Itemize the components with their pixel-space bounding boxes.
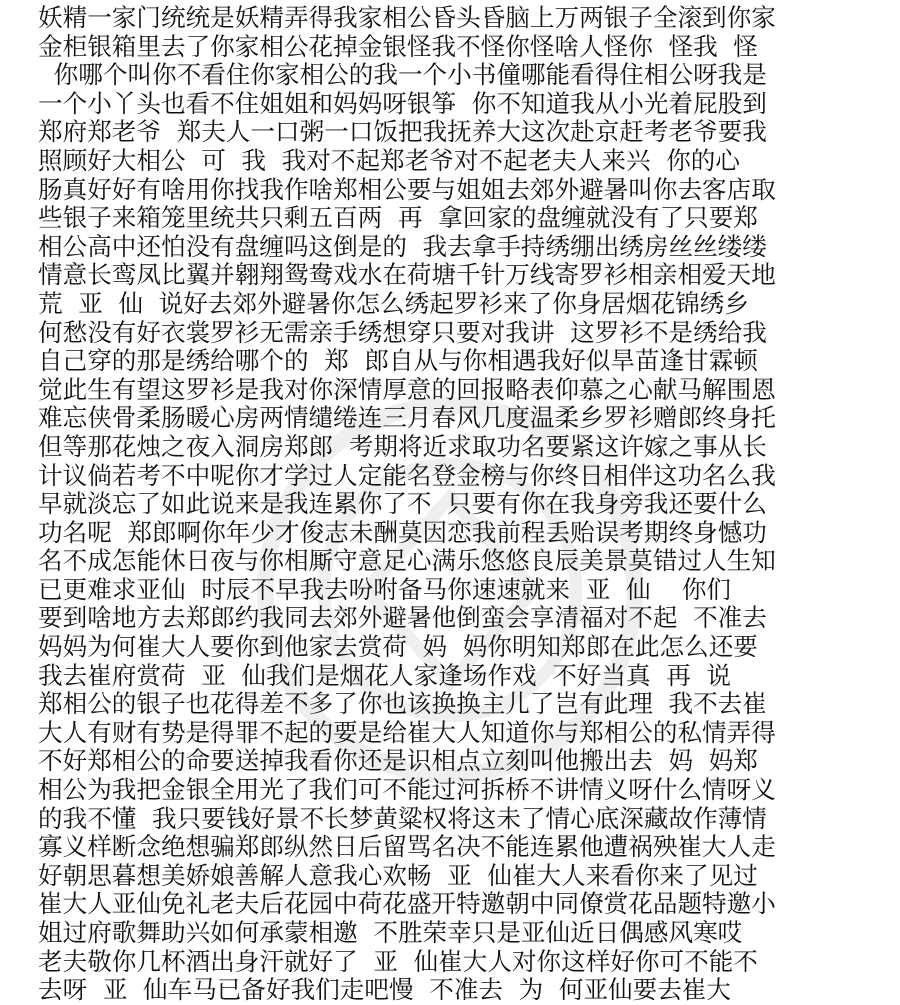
text-line: 姐过府歌舞助兴如何承蒙相邀 不胜荣幸只是亚仙近日偶感风寒哎 [38,918,743,947]
text-line: 照顾好大相公 可 我 我对不起郑老爷对不起老夫人来兴 你的心 [38,145,740,175]
text-line: 情意长鸾凤比翼并翱翔鸳鸯戏水在荷塘千针万线寄罗衫相亲相爱天地 [38,260,776,290]
text-line: 一个小丫头也看不住姐姐和妈妈呀银筝 你不知道我从小光着屁股到 [38,88,767,118]
text-line: 妖精一家门统统是妖精弄得我家相公昏头昏脑上万两银子全滚到你家 [38,3,776,32]
text-line: 寡义样断念绝想骗郑郎纵然日后留骂名决不能连累他遭祸殃崔大人走 [38,832,776,862]
text-line: 难忘侠骨柔肠暖心房两情缱绻连三月春风几度温柔乡罗衫赠郎终身托 [38,403,776,433]
text-line: 郑府郑老爷 郑夫人一口粥一口饭把我抚养大这次赴京赶考老爷要我 [38,117,767,147]
text-line: 大人有财有势是得罪不起的要是给崔大人知道你与郑相公的私情弄得 [38,717,776,747]
text-line: 觉此生有望这罗衫是我对你深情厚意的回报略表仰慕之心献马解围恩 [38,374,776,404]
text-line: 老夫敬你几杯酒出身汗就好了 亚 仙崔大人对你这样好你可不能不 [38,946,758,976]
text-line: 的我不懂 我只要钱好景不长梦黄粱权将这未了情心底深藏故作薄情 [38,803,767,833]
text-line: 自己穿的那是绣给哪个的 郑 郎自从与你相遇我好似旱苗逢甘霖顿 [38,346,758,376]
text-line: 荒 亚 仙 说好去郊外避暑你怎么绣起罗衫来了你身居烟花锦绣乡 [38,288,749,318]
text-line: 名不成怎能休日夜与你相厮守意足心满乐悠悠良辰美景莫错过人生知 [38,546,776,576]
text-line: 但等那花烛之夜入洞房郑郎 考期将近求取功名要紧这许嫁之事从长 [38,431,767,461]
text-line: 去呀 亚 仙车马已备好我们走吧慢 不准去 为 何亚仙要去崔大 [38,975,732,1005]
text-line: 肠真好好有啥用你找我作啥郑相公要与姐姐去郊外避暑叫你去客店取 [38,174,776,204]
text-line: 我去崔府赏荷 亚 仙我们是烟花人家逢场作戏 不好当真 再 说 [38,660,732,690]
text-line: 不好郑相公的命要送掉我看你还是识相点立刻叫他搬出去 妈 妈郑 [38,746,758,776]
text-line: 相公为我把金银全用光了我们可不能过河拆桥不讲情义呀什么情呀义 [38,775,776,805]
text-line: 些银子来箱笼里统共只剩五百两 再 拿回家的盘缠就没有了只要郑 [38,203,758,233]
text-line: 你哪个叫你不看住你家相公的我一个小书僮哪能看得住相公呀我是 [38,60,767,90]
text-line: 妈妈为何崔大人要你到他家去赏荷 妈 妈你明知郑郎在此怎么还要 [38,632,758,662]
script-text-block [38,4,888,1005]
text-line: 功名呢 郑郎啊你年少才俊志未酬莫因恋我前程丢贻误考期终身憾功 [38,517,767,547]
text-line: 何愁没有好衣裳罗衫无需亲手绣想穿只要对我讲 这罗衫不是绣给我 [38,317,767,347]
text-line: 相公高中还怕没有盘缠吗这倒是的 我去拿手持绣绷出绣房丝丝缕缕 [38,231,767,261]
text-line: 崔大人亚仙免礼老夫后花园中荷花盛开特邀朝中同僚赏花品题特邀小 [38,889,776,919]
text-line: 好朝思暮想美娇娘善解人意我心欢畅 亚 仙崔大人来看你来了见过 [38,860,758,890]
text-line: 已更难求亚仙 时辰不早我去吩咐备马你速速就来 亚 仙 你们 [38,574,732,604]
text-line: 郑相公的银子也花得差不多了你也该换换主儿了岂有此理 我不去崔 [38,689,767,719]
text-line: 计议倘若考不中呢你才学过人定能名登金榜与你终日相伴这功名么我 [38,460,776,490]
text-line: 金柜银箱里去了你家相公花掉金银怪我不怪你怪啥人怪你 怪我 怪 [38,31,758,61]
text-line: 要到啥地方去郑郎约我同去郊外避暑他倒蛮会享清福对不起 不准去 [38,603,767,633]
text-line: 早就淡忘了如此说来是我连累你了不 只要有你在我身旁我还要什么 [38,489,767,519]
